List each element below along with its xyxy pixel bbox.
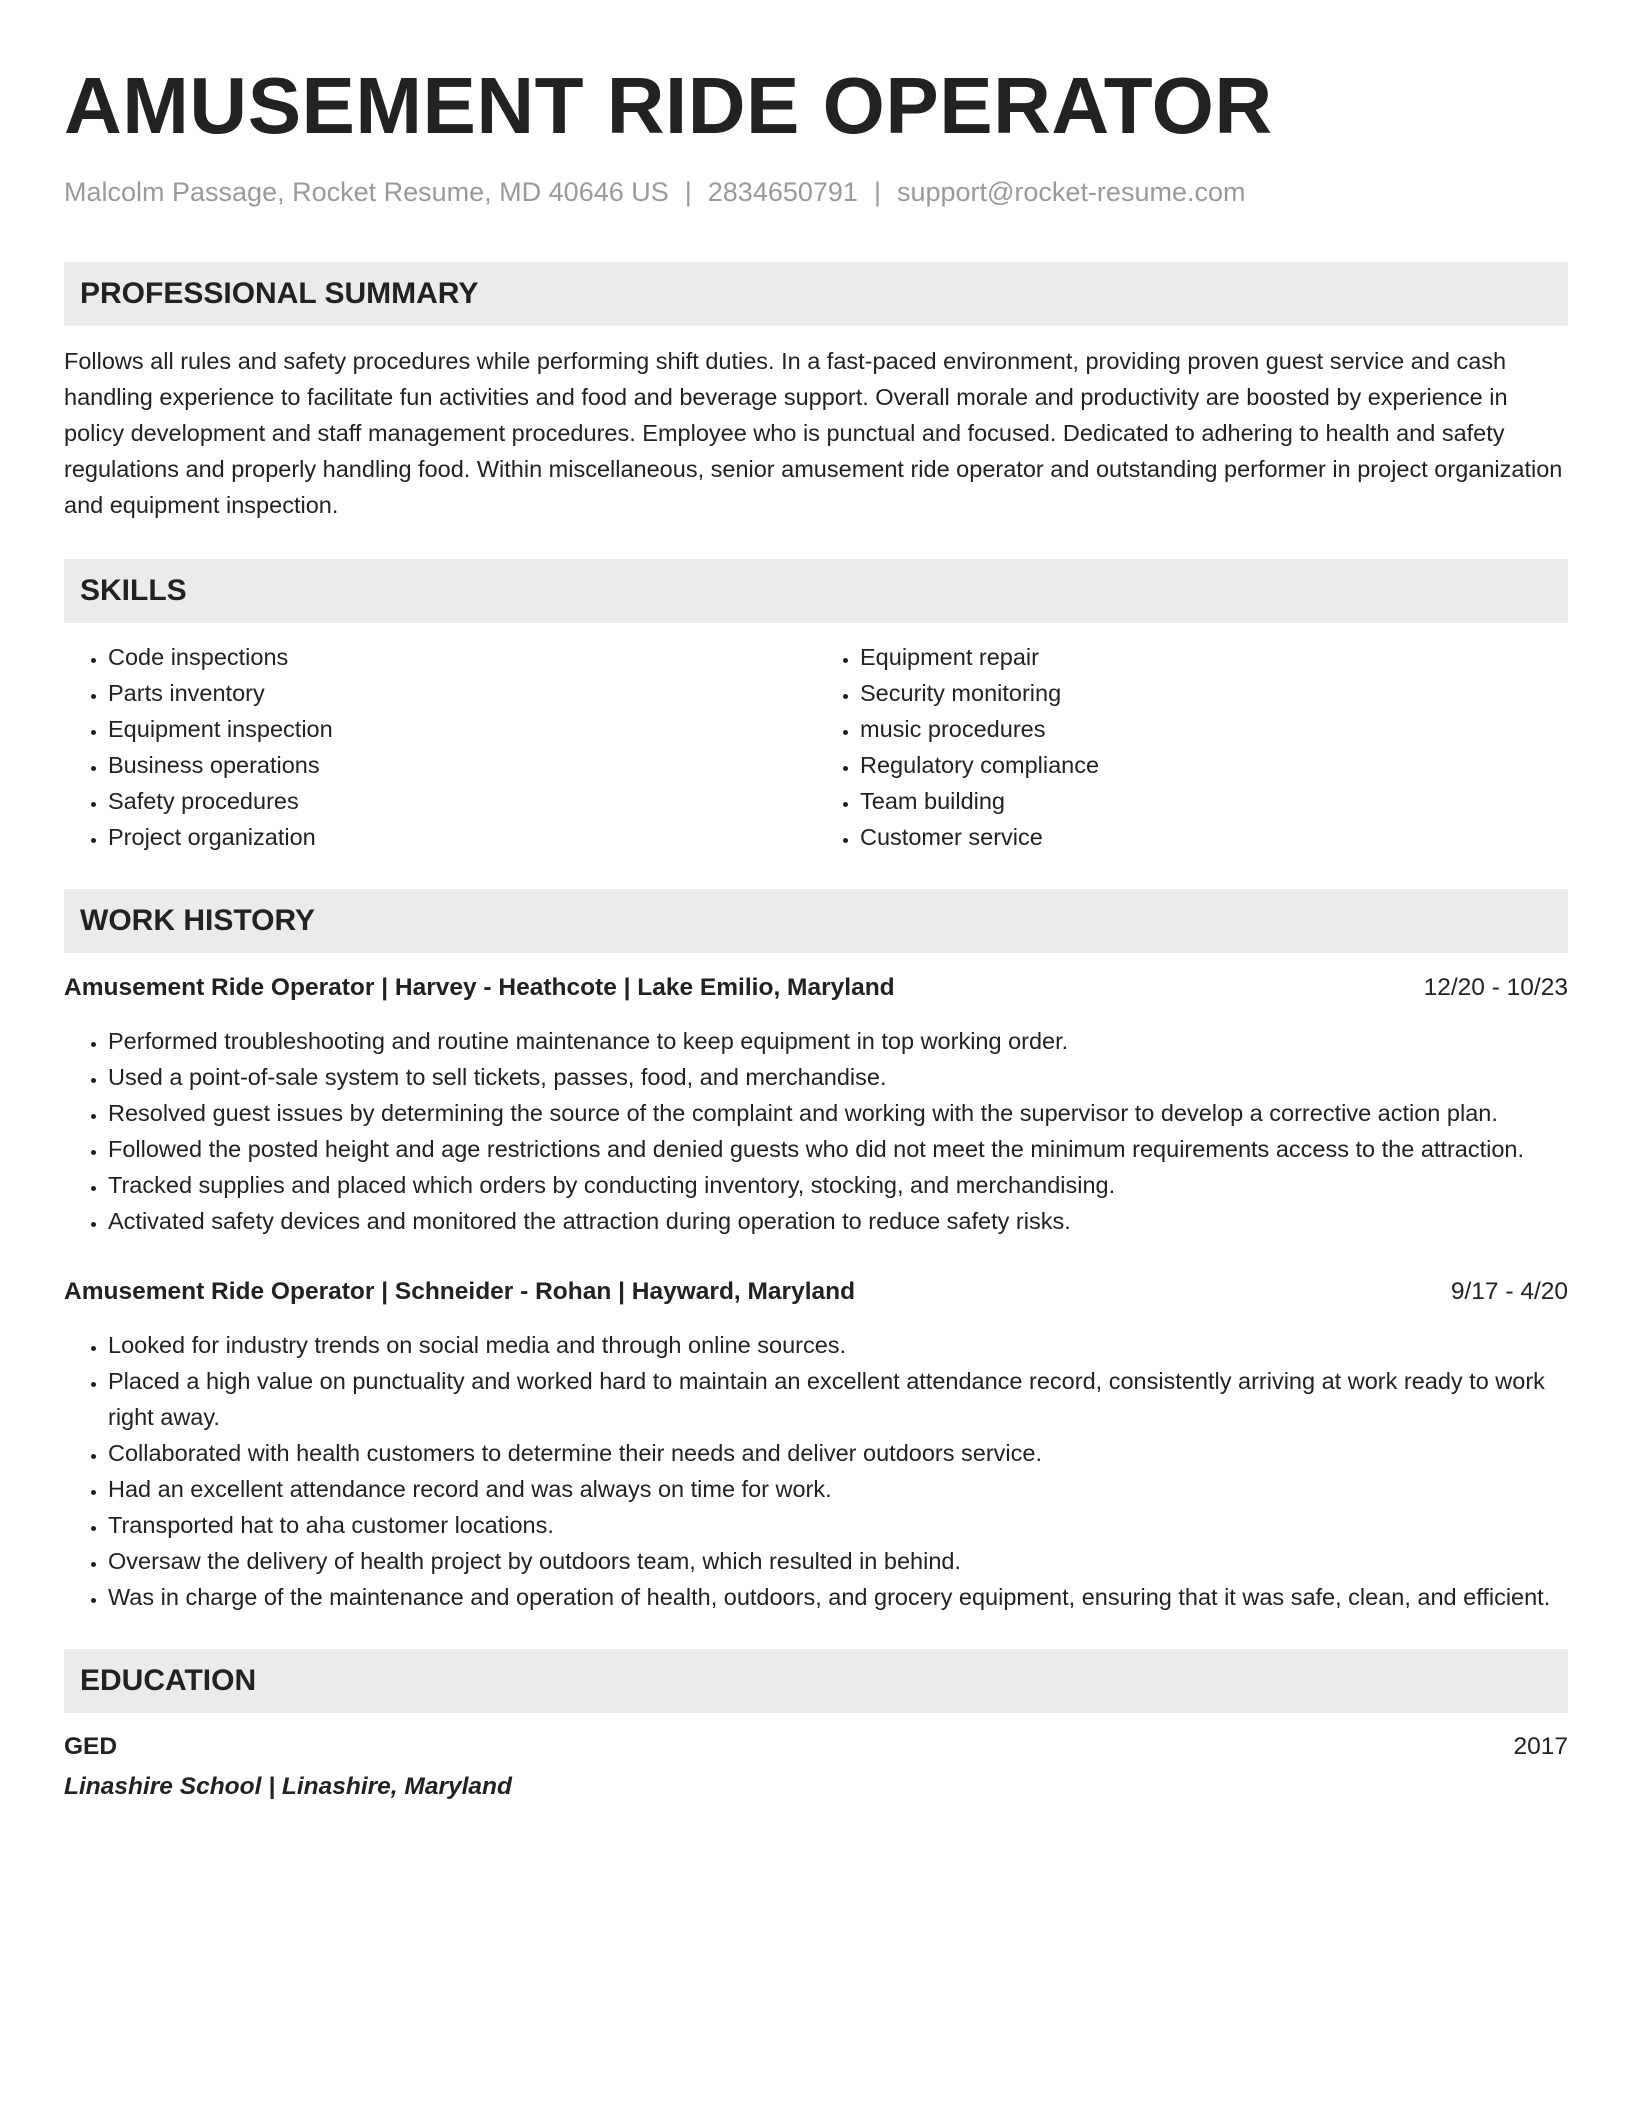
resume-title: AMUSEMENT RIDE OPERATOR: [64, 61, 1273, 150]
education-header: [64, 1729, 1568, 1765]
job-bullets: [64, 1023, 1568, 1239]
education-heading: EDUCATION: [64, 1649, 1568, 1713]
skill-item: • Team building: [860, 783, 1568, 819]
skill-item: • Customer service: [860, 819, 1568, 855]
contact-separator: |: [684, 177, 692, 207]
job-bullets: [64, 1327, 1568, 1615]
job-bullet: • Used a point-of-sale system to sell tickets, passes, food, and merchandise.: [108, 1059, 1568, 1095]
job-title: Amusement Ride Operator | Schneider - Rohan | Hayward, Maryland: [64, 1278, 856, 1305]
job-title: Amusement Ride Operator | Harvey - Heathcote | Lake Emilio, Maryland: [64, 974, 895, 1001]
job-bullet: • Was in charge of the maintenance and operation of health, outdoors, and grocery equipment, ensuring that it was safe, clean, and efficient.: [108, 1579, 1568, 1615]
job-bullet: • Collaborated with health customers to determine their needs and deliver outdoors service.: [108, 1435, 1568, 1471]
job-bullet: • Performed troubleshooting and routine maintenance to keep equipment in top working order.: [108, 1023, 1568, 1059]
contact-phone: 2834650791: [707, 177, 858, 207]
skills-heading: SKILLS: [64, 559, 1568, 623]
contact-address: Malcolm Passage, Rocket Resume, MD 40646 US: [64, 177, 669, 207]
job-bullet: • Placed a high value on punctuality and worked hard to maintain an excellent attendance record, consistently arriving at work ready to work right away.: [108, 1363, 1568, 1435]
education-degree: GED: [64, 1733, 118, 1760]
job-bullet: • Transported hat to aha customer locations.: [108, 1507, 1568, 1543]
skills-list: [64, 639, 1568, 855]
job-bullet: • Activated safety devices and monitored the attraction during operation to reduce safety risks.: [108, 1203, 1568, 1239]
job-bullet: • Tracked supplies and placed which orders by conducting inventory, stocking, and merchandising.: [108, 1167, 1568, 1203]
skill-item: • Parts inventory: [108, 675, 816, 711]
contact-separator: |: [873, 177, 881, 207]
job-bullet: • Followed the posted height and age restrictions and denied guests who did not meet the minimum requirements access to the attraction.: [108, 1131, 1568, 1167]
education-year: 2017: [1513, 1733, 1568, 1760]
job-header: [64, 1274, 1568, 1310]
skill-item: • Business operations: [108, 747, 816, 783]
skill-item: • Regulatory compliance: [860, 747, 1568, 783]
job-dates: 9/17 - 4/20: [1450, 1278, 1568, 1305]
job-dates: 12/20 - 10/23: [1423, 974, 1568, 1001]
summary-heading: PROFESSIONAL SUMMARY: [64, 262, 1568, 326]
skill-item: • Project organization: [108, 819, 816, 855]
skill-item: • Code inspections: [108, 639, 816, 675]
job-bullet: • Had an excellent attendance record and was always on time for work.: [108, 1471, 1568, 1507]
contact-email: support@rocket-resume.com: [896, 177, 1246, 207]
skill-item: • Equipment repair: [860, 639, 1568, 675]
summary-text: Follows all rules and safety procedures while performing shift duties. In a fast-paced environment, providing proven guest service and cash handling experience to facilitate fun activities and food and beverage support. Overall morale and productivity are boosted by experience in policy development and staff management procedures. Employee who is punctual and focused. Dedicated to adhering to health and safety regulations and properly handling food. Within miscellaneous, senior amusement ride operator and outstanding performer in project organization and equipment inspection.: [64, 348, 1563, 518]
skill-item: • Safety procedures: [108, 783, 816, 819]
skill-item: • Security monitoring: [860, 675, 1568, 711]
work-history-heading: WORK HISTORY: [64, 889, 1568, 953]
skills-column-left: [64, 639, 816, 855]
job-bullet: • Oversaw the delivery of health project by outdoors team, which resulted in behind.: [108, 1543, 1568, 1579]
skills-column-right: [816, 639, 1568, 855]
education-school: Linashire School | Linashire, Maryland: [64, 1773, 512, 1800]
job-header: [64, 970, 1568, 1006]
skill-item: • Equipment inspection: [108, 711, 816, 747]
job-bullet: • Resolved guest issues by determining the source of the complaint and working with the supervisor to develop a corrective action plan.: [108, 1095, 1568, 1131]
skill-item: • music procedures: [860, 711, 1568, 747]
contact-line: [64, 174, 1568, 210]
job-bullet: • Looked for industry trends on social media and through online sources.: [108, 1327, 1568, 1363]
